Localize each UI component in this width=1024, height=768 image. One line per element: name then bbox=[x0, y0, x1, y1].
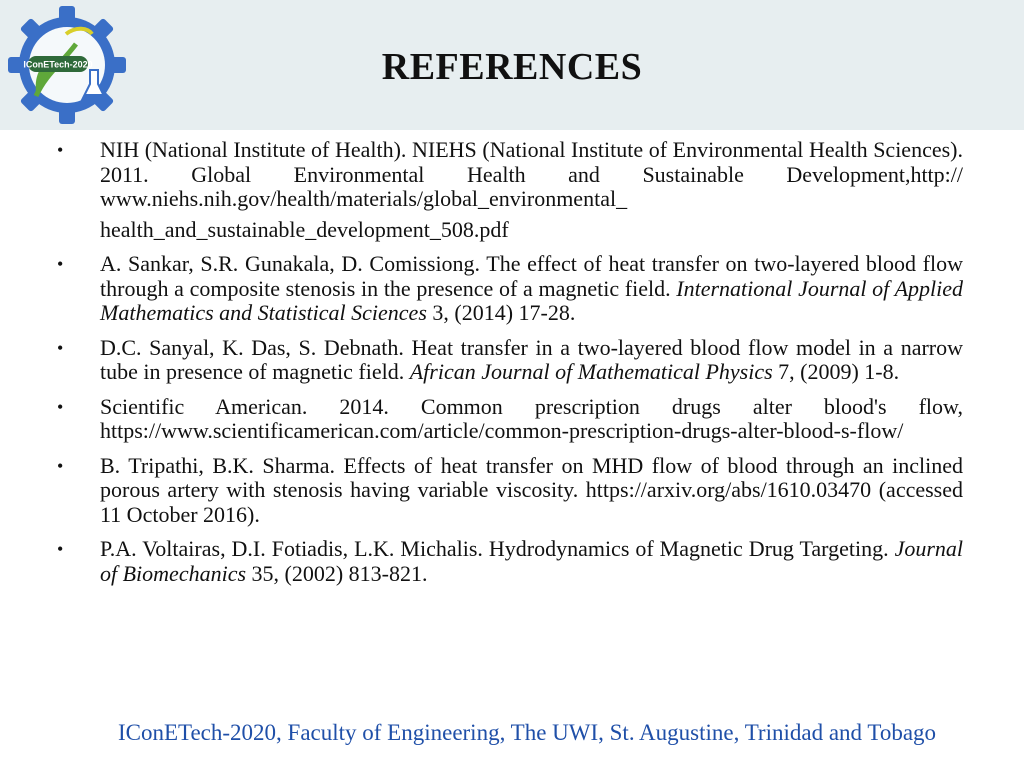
bullet-icon: • bbox=[57, 140, 64, 160]
reference-item bbox=[57, 395, 963, 444]
logo-text: IConETech-2020 bbox=[23, 59, 93, 70]
journal-title: African Journal of Mathematical Physics bbox=[409, 359, 773, 384]
journal-title: International Journal of Applied Mathematics and Statistical Sciences bbox=[100, 275, 964, 325]
bullet-icon: • bbox=[57, 337, 64, 358]
bullet-icon: • bbox=[57, 254, 64, 274]
reference-item bbox=[57, 537, 963, 586]
bullet-icon: • bbox=[57, 455, 64, 476]
reference-text: P.A. Voltairas, D.I. Fotiadis, L.K. Michalis. Hydrodynamics of Magnetic Drug Targeting. bbox=[100, 536, 889, 561]
reference-citation: 7, (2009) 1-8. bbox=[778, 359, 900, 384]
footer bbox=[0, 718, 1024, 748]
reference-item bbox=[57, 252, 963, 326]
footer-text: IConETech-2020, Faculty of Engineering, The UWI, St. Augustine, Trinidad and Tobago bbox=[117, 720, 937, 745]
flask-liquid bbox=[82, 94, 106, 100]
reference-text-continued: health_and_sustainable_development_508.pdf bbox=[100, 216, 509, 242]
reference-citation: 35, (2002) 813-821. bbox=[251, 560, 428, 586]
page-title: REFERENCES bbox=[381, 46, 643, 88]
reference-citation: 3, (2014) 17-28. bbox=[432, 300, 576, 325]
reference-item bbox=[57, 336, 963, 385]
bullet-icon: • bbox=[57, 396, 64, 417]
reference-item bbox=[57, 138, 963, 242]
reference-text: A. Sankar, S.R. Gunakala, D. Comissiong. The effect of heat transfer on two-layered blood flow through a composite stenosis in the presence of a magnetic field. bbox=[100, 251, 963, 301]
reference-list bbox=[57, 138, 963, 596]
journal-title: Journal of Biomechanics bbox=[100, 536, 964, 586]
bullet-icon: • bbox=[57, 539, 64, 559]
reference-text: Scientific American. 2014. Common prescription drugs alter blood's flow, https://www.scientificamerican.com/article/common-prescription-drugs-alter-blood-s-flow/ bbox=[100, 393, 963, 443]
reference-item bbox=[57, 454, 963, 528]
reference-text: B. Tripathi, B.K. Sharma. Effects of heat transfer on MHD flow of blood through an inclined porous artery with stenosis having variable viscosity. https://arxiv.org/abs/1610.03470 (accessed 11 October 2016). bbox=[100, 452, 963, 527]
reference-text: NIH (National Institute of Health). NIEHS (National Institute of Environmental Health Sciences). 2011. Global Environmental Health and Sustainable Development,http:// www.niehs.nih.gov/health/materials/global_environmental_ bbox=[100, 137, 963, 211]
reference-text: D.C. Sanyal, K. Das, S. Debnath. Heat transfer in a two-layered blood flow model in a narrow tube in presence of magnetic field. bbox=[100, 334, 963, 384]
